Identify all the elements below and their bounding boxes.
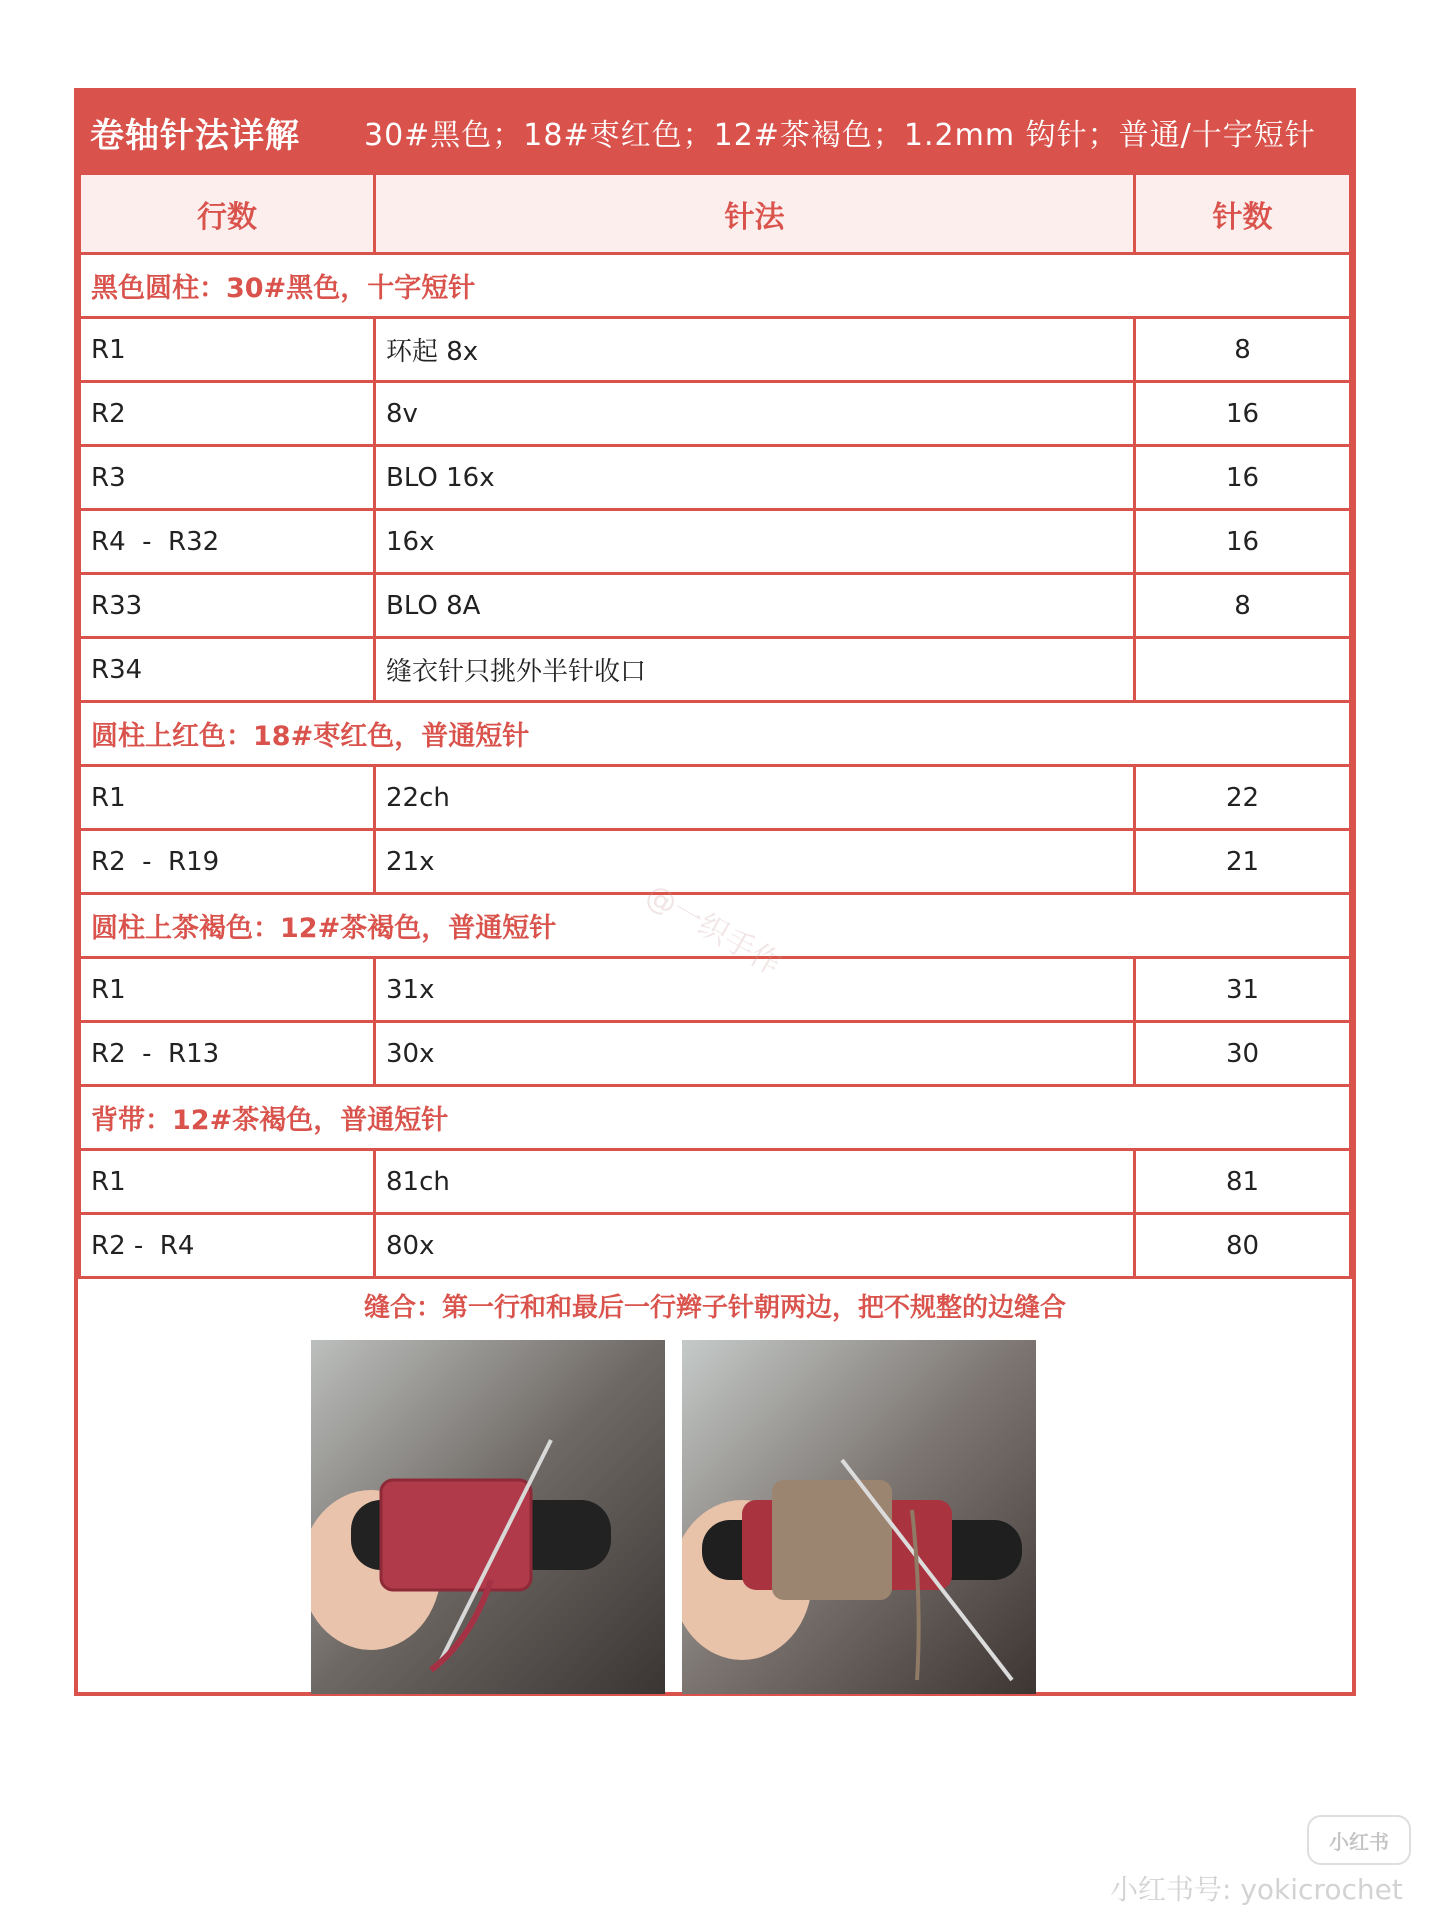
- table-row: [80, 382, 1351, 446]
- stitch-cell: 16x: [375, 510, 1135, 574]
- row-label: R33: [80, 574, 375, 638]
- section-title: 背带：12#茶褐色，普通短针: [80, 1086, 1351, 1150]
- col-header-count: 针数: [1135, 174, 1351, 254]
- count-cell: 8: [1135, 574, 1351, 638]
- count-cell: [1135, 638, 1351, 702]
- count-cell: 81: [1135, 1150, 1351, 1214]
- photo-brown-sleeve: [682, 1340, 1036, 1694]
- row-label: R2 - R4: [80, 1214, 375, 1278]
- sewing-note: 缝合：第一行和和最后一行辫子针朝两边，把不规整的边缝合: [363, 1293, 1066, 1323]
- row-label: R1: [80, 958, 375, 1022]
- stitch-cell: BLO 16x: [375, 446, 1135, 510]
- stitch-cell: 缝衣针只挑外半针收口: [375, 638, 1135, 702]
- stitch-cell: 81ch: [375, 1150, 1135, 1214]
- table-row: [80, 510, 1351, 574]
- stitch-cell: 22ch: [375, 766, 1135, 830]
- section-row: [80, 1086, 1351, 1150]
- stitch-cell: 8v: [375, 382, 1135, 446]
- table-row: [80, 446, 1351, 510]
- photo-red-sleeve: [311, 1340, 665, 1694]
- section-row: [80, 702, 1351, 766]
- count-cell: 16: [1135, 446, 1351, 510]
- stitch-cell: BLO 8A: [375, 574, 1135, 638]
- row-label: R1: [80, 766, 375, 830]
- section-title: 黑色圆柱：30#黑色，十字短针: [80, 254, 1351, 318]
- stitch-table: [78, 172, 1352, 1279]
- count-cell: 21: [1135, 830, 1351, 894]
- table-row: [80, 574, 1351, 638]
- table-row: [80, 318, 1351, 382]
- pattern-sheet: [74, 88, 1356, 1696]
- count-cell: 16: [1135, 382, 1351, 446]
- count-cell: 16: [1135, 510, 1351, 574]
- row-label: R1: [80, 318, 375, 382]
- watermark-id: 小红书号: yokicrochet: [1110, 1873, 1403, 1906]
- sewing-instructions: [78, 1277, 1352, 1692]
- count-cell: 8: [1135, 318, 1351, 382]
- stitch-cell: 30x: [375, 1022, 1135, 1086]
- col-header-stitch: 针法: [375, 174, 1135, 254]
- table-row: [80, 958, 1351, 1022]
- section-row: [80, 254, 1351, 318]
- table-row: [80, 1214, 1351, 1278]
- stitch-cell: 31x: [375, 958, 1135, 1022]
- stitch-cell: 环起 8x: [375, 318, 1135, 382]
- table-header-row: [80, 174, 1351, 254]
- stitch-cell: 21x: [375, 830, 1135, 894]
- row-label: R3: [80, 446, 375, 510]
- row-label: R1: [80, 1150, 375, 1214]
- count-cell: 22: [1135, 766, 1351, 830]
- count-cell: 31: [1135, 958, 1351, 1022]
- table-row: [80, 766, 1351, 830]
- stitch-cell: 80x: [375, 1214, 1135, 1278]
- section-title: 圆柱上茶褐色：12#茶褐色，普通短针: [80, 894, 1351, 958]
- count-cell: 80: [1135, 1214, 1351, 1278]
- row-label: R2 - R19: [80, 830, 375, 894]
- row-label: R2 - R13: [80, 1022, 375, 1086]
- watermark-center: @一织手作: [639, 877, 787, 983]
- page-title: 卷轴针法详解: [90, 115, 300, 156]
- table-row: [80, 638, 1351, 702]
- table-row: [80, 830, 1351, 894]
- col-header-row: 行数: [80, 174, 375, 254]
- row-label: R4 - R32: [80, 510, 375, 574]
- materials-subtitle: 30#黑色；18#枣红色；12#茶褐色；1.2mm 钩针；普通/十字短针: [364, 118, 1316, 153]
- section-title: 圆柱上红色：18#枣红色，普通短针: [80, 702, 1351, 766]
- table-row: [80, 1022, 1351, 1086]
- row-label: R2: [80, 382, 375, 446]
- header-bar: [78, 92, 1352, 172]
- table-row: [80, 1150, 1351, 1214]
- row-label: R34: [80, 638, 375, 702]
- watermark-logo: 小红书: [1307, 1815, 1411, 1865]
- count-cell: 30: [1135, 1022, 1351, 1086]
